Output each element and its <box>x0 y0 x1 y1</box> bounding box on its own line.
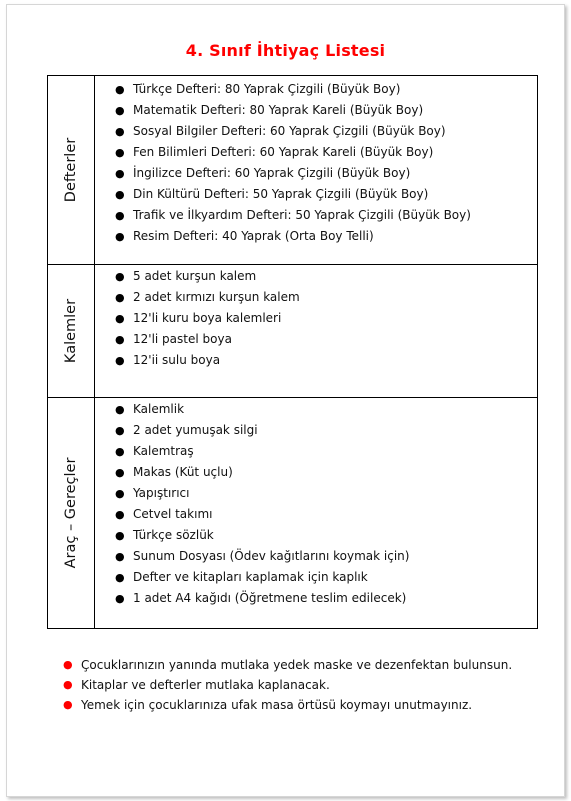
list-item: ● Din Kültürü Defteri: 50 Yaprak Çizgili (Büyük Boy) <box>95 184 537 205</box>
supply-table <box>47 75 538 629</box>
list-item: ● Sosyal Bilgiler Defteri: 60 Yaprak Çizgili (Büyük Boy) <box>95 121 537 142</box>
category-label: Defterler <box>63 137 79 203</box>
bullet-icon: ● <box>115 230 125 243</box>
category-cell <box>48 265 95 398</box>
bullet-icon: ● <box>115 333 125 346</box>
list-item: ● 2 adet yumuşak silgi <box>95 420 537 441</box>
list-item: ● 2 adet kırmızı kurşun kalem <box>95 287 537 308</box>
bullet-icon: ● <box>115 508 125 521</box>
list-item: ● Cetvel takımı <box>95 504 537 525</box>
bullet-icon: ● <box>115 312 125 325</box>
bullet-icon: ● <box>115 592 125 605</box>
item-list <box>95 76 537 247</box>
note-item: ● Kitaplar ve defterler mutlaka kaplanacak. <box>63 675 512 695</box>
list-item: ● İngilizce Defteri: 60 Yaprak Çizgili (Büyük Boy) <box>95 163 537 184</box>
category-label: Kalemler <box>63 298 79 364</box>
list-item: ● 12'ii sulu boya <box>95 350 537 371</box>
list-item: ● Matematik Defteri: 80 Yaprak Kareli (Büyük Boy) <box>95 100 537 121</box>
page-title: 4. Sınıf İhtiyaç Listesi <box>185 41 386 60</box>
bullet-icon: ● <box>115 354 125 367</box>
items-cell <box>95 398 538 629</box>
bullet-icon: ● <box>115 424 125 437</box>
bullet-icon: ● <box>115 550 125 563</box>
bullet-icon: ● <box>115 571 125 584</box>
item-list <box>95 265 537 371</box>
list-item: ● 12'li kuru boya kalemleri <box>95 308 537 329</box>
notes-list <box>63 655 512 715</box>
bullet-icon: ● <box>115 83 125 96</box>
bullet-icon: ● <box>115 146 125 159</box>
list-item: ● 5 adet kurşun kalem <box>95 266 537 287</box>
list-item: ● Türkçe Defteri: 80 Yaprak Çizgili (Büyük Boy) <box>95 79 537 100</box>
bullet-icon: ● <box>115 188 125 201</box>
list-item: ● Defter ve kitapları kaplamak için kaplık <box>95 567 537 588</box>
items-cell <box>95 76 538 265</box>
red-bullet-icon: ● <box>63 678 73 691</box>
note-item: ● Yemek için çocuklarınıza ufak masa örtüsü koymayı unutmayınız. <box>63 695 512 715</box>
red-bullet-icon: ● <box>63 698 73 711</box>
list-item: ● 12'li pastel boya <box>95 329 537 350</box>
list-item: ● Makas (Küt uçlu) <box>95 462 537 483</box>
list-item: ● Türkçe sözlük <box>95 525 537 546</box>
bullet-icon: ● <box>115 466 125 479</box>
items-cell <box>95 265 538 398</box>
bullet-icon: ● <box>115 270 125 283</box>
table-row <box>48 398 538 629</box>
list-item: ● Kalemtraş <box>95 441 537 462</box>
list-item: ● Trafik ve İlkyardım Defteri: 50 Yaprak Çizgili (Büyük Boy) <box>95 205 537 226</box>
note-item: ● Çocuklarınızın yanında mutlaka yedek maske ve dezenfektan bulunsun. <box>63 655 512 675</box>
table-row <box>48 76 538 265</box>
category-cell <box>48 76 95 265</box>
bullet-icon: ● <box>115 487 125 500</box>
red-bullet-icon: ● <box>63 658 73 671</box>
list-item: ● 1 adet A4 kağıdı (Öğretmene teslim edilecek) <box>95 588 537 609</box>
bullet-icon: ● <box>115 209 125 222</box>
category-cell <box>48 398 95 629</box>
list-item: ● Fen Bilimleri Defteri: 60 Yaprak Kareli (Büyük Boy) <box>95 142 537 163</box>
bullet-icon: ● <box>115 403 125 416</box>
table-row <box>48 265 538 398</box>
bullet-icon: ● <box>115 167 125 180</box>
list-item: ● Yapıştırıcı <box>95 483 537 504</box>
list-item: ● Kalemlik <box>95 399 537 420</box>
document-page <box>6 4 565 797</box>
bullet-icon: ● <box>115 445 125 458</box>
list-item: ● Sunum Dosyası (Ödev kağıtlarını koymak için) <box>95 546 537 567</box>
item-list <box>95 398 537 609</box>
bullet-icon: ● <box>115 529 125 542</box>
list-item: ● Resim Defteri: 40 Yaprak (Orta Boy Telli) <box>95 226 537 247</box>
bullet-icon: ● <box>115 291 125 304</box>
category-label: Araç – Gereçler <box>63 457 79 569</box>
bullet-icon: ● <box>115 104 125 117</box>
bullet-icon: ● <box>115 125 125 138</box>
